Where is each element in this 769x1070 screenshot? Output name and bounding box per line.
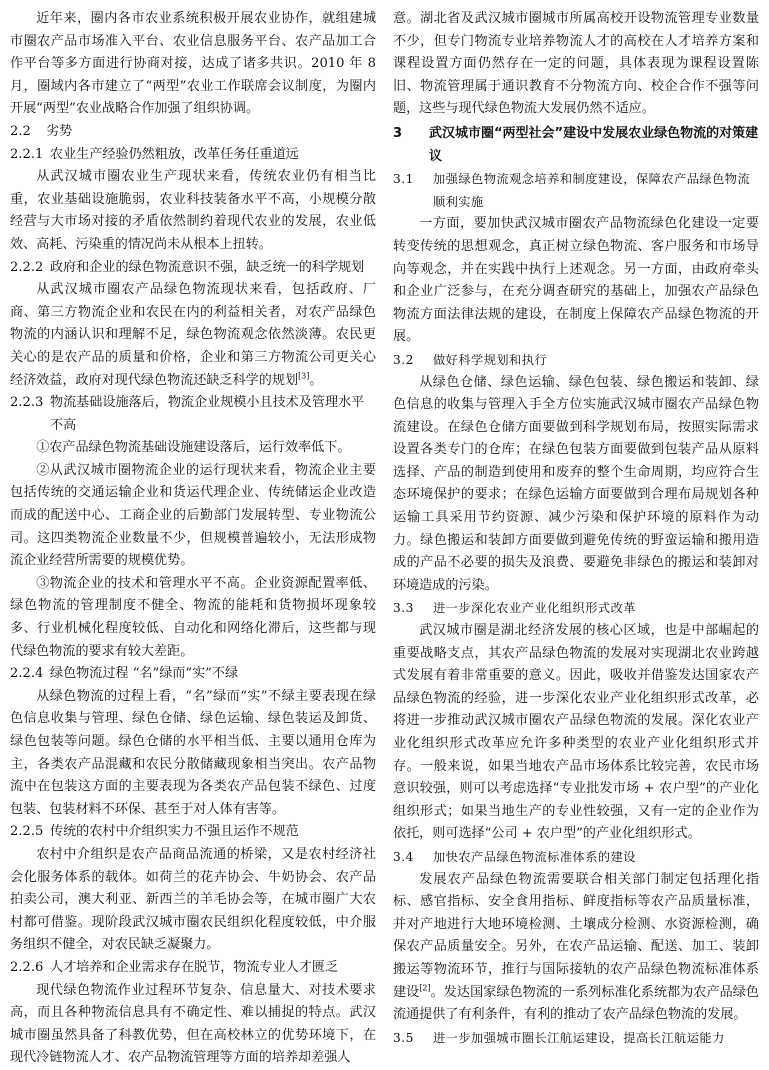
heading-2-2-2 <box>10 257 376 280</box>
heading-3-3 <box>393 597 759 620</box>
left-column <box>10 8 376 1070</box>
heading-number: 2.2.6 <box>10 959 44 975</box>
heading-number: 3.2 <box>393 352 414 367</box>
heading-text: 加快农产品绿色物流标准体系的建设 <box>433 849 636 864</box>
paragraph-continued: 意。湖北省及武汉城市圈城市所属高校开设物流管理专业数量不少，但专门物流专业培养物流人才的高校在人才培养方案和课程设置方面仍然存在一定的问题，具体表现为课程设置陈旧、物流管理属于通识教育不分物流方向、校企合作不强等问题，这些与现代绿色物流大发展仍然不适应。 <box>393 11 759 117</box>
heading-number: 2.2.3 <box>10 395 44 411</box>
heading-number: 2.2.5 <box>10 824 44 840</box>
heading-text: 绿色物流过程 “名”绿而“实”不绿 <box>50 666 239 682</box>
heading-text: 传统的农村中介组织实力不强且运作不规范 <box>50 824 299 840</box>
heading-text: 物流基础设施落后，物流企业规模小且技术及管理水平不高 <box>50 395 365 433</box>
heading-text: 劣势 <box>46 123 73 139</box>
paragraph-3-4 <box>393 869 759 1027</box>
paragraph-2-2-6: 现代绿色物流作业过程环节复杂、信息量大、对技术要求高，而且各种物流信息具有不确定性、难以捕捉的特点。武汉城市圈虽然具备了科教优势，但在高校林立的优势环境下，在现代冷链物流人才、农产品物流管理等方面的培养却差强人 <box>10 982 376 1066</box>
paragraph-text: 发展农产品绿色物流需要联合相关部门制定包括理化指标、感官指标、安全食用指标、鲜度指标等农产品质量标准，并对产地进行大地环境检测、土壤成分检测、水资源检测，确保农产品质量安全。另外，在农产品运输、配送、加工、装卸搬运等物流环节，推行与国际接轨的农产品绿色物流标准体系建设 <box>393 871 759 1000</box>
heading-text: 武汉城市圈“两型社会”建设中发展农业绿色物流的对策建议 <box>429 125 759 164</box>
paragraph-2-2-1: 从武汉城市圈农业生产现状来看，传统农业仍有相当比重，农业基础设施脆弱，农业科技装备水平不高，小规模分散经营与大市场对接的矛盾依然制约着现代农业的发展，农业低效、高耗、污染重的情况尚未从根本上扭转。 <box>10 169 376 252</box>
heading-number: 2.2.2 <box>10 259 44 275</box>
heading-text: 人才培养和企业需求存在脱节，物流专业人才匮乏 <box>50 959 339 975</box>
heading-2-2-5 <box>10 821 376 844</box>
paragraph-2-2-5: 农村中介组织是农产品商品流通的桥梁，又是农村经济社会化服务体系的载体。如荷兰的花卉协会、牛奶协会、农产品拍卖公司，澳大利亚、新西兰的羊毛协会等，在城市圈广大农村都可借鉴。现阶段武汉城市圈农民组织化程度较低，中介服务组织不健全，对农民缺乏凝聚力。 <box>10 846 376 953</box>
heading-number: 3.5 <box>393 1030 414 1045</box>
heading-text: 农业生产经验仍然粗放，改革任务任重道远 <box>50 146 299 162</box>
heading-number: 2.2.4 <box>10 666 44 682</box>
paragraph-2-2-4: 从绿色物流的过程上看，“名”绿而“实”不绿主要表现在绿色信息收集与管理、绿色仓储、绿色运输、绿色装运及卸货、绿色包装等问题。绿色仓储的水平相当低、主要以通用仓库为主，各类农产品混藏和农民分散储藏现象相当突出。农产品物流中在包装这方面的主要表现为各类农产品包装不绿色、过度包装、包装材料不环保、甚至于对人体有害等。 <box>10 688 376 817</box>
heading-text: 加强绿色物流观念培养和制度建设，保障农产品绿色物流顺利实施 <box>433 172 751 209</box>
heading-3-2 <box>393 349 759 372</box>
heading-text: 做好科学规划和执行 <box>433 352 548 367</box>
paragraph-2-2-3-a: ①农产品绿色物流基础设施建设落后，运行效率低下。 <box>36 440 351 456</box>
heading-number: 3.4 <box>393 849 414 864</box>
paragraph-2-2-2 <box>10 279 376 392</box>
heading-2-2-6 <box>10 957 376 980</box>
citation-ref: [3] <box>298 371 310 381</box>
paragraph-text: 从武汉城市圈农产品绿色物流现状来看，包括政府、厂商、第三方物流企业和农民在内的利益相关者，对农产品绿色物流的内涵认识和理解不足，绿色物流观念依然淡薄。农民更关心的是农产品的质量和价格，企业和第三方物流公司更关心经济效益，政府对现代绿色物流还缺乏科学的规划 <box>10 282 376 388</box>
heading-number: 2.2 <box>10 123 31 139</box>
paragraph-3-2: 从绿色仓储、绿色运输、绿色包装、绿色搬运和装卸、绿色信息的收集与管理入手全方位实施武汉城市圈农产品绿色物流建设。在绿色仓储方面要做到科学规划布局，按照实际需求设置各类专门的仓库；在绿色包装方面要做到包装产品从原料选择、产品的制造到使用和废弃的整个生命周期，均应符合生态环境保护的要求；在绿色运输方面要做到合理布局规划各种运输工具采用节约资源、减少污染和保护环境的原料作为动力。绿色搬运和装卸方面要做到避免传统的野蛮运输和搬用造成的产品不必要的损失及浪费、要避免非绿色的搬运和装卸对环境造成的污染。 <box>393 374 759 593</box>
paragraph-2-2-3-b: ②从武汉城市圈物流企业的运行现状来看，物流企业主要包括传统的交通运输企业和货运代理企业、传统储运企业改造而成的配送中心、工商企业的后勤部门发展转型、专业物流公司。这四类物流企业数量不少，但规模普遍较小，无法形成物流企业经营所需要的规模优势。 <box>10 462 376 569</box>
paragraph-3-1: 一方面，要加快武汉城市圈农产品物流绿色化建设一定要转变传统的思想观念，真正树立绿色物流、客户服务和市场导向等观念，并在实践中执行上述观念。另一方面，由政府牵头和企业广泛参与，在充分调查研究的基础上，加强农产品绿色物流方面法律法规的建设，在制度上保障农产品绿色物流的开展。 <box>393 216 759 345</box>
heading-text: 政府和企业的绿色物流意识不强，缺乏统一的科学规划 <box>50 259 365 275</box>
paragraph-end: 。 <box>309 372 323 388</box>
paragraph-2-2-3-c: ③物流企业的技术和管理水平不高。企业资源配置率低、绿色物流的管理制度不健全、物流的能耗和货物损坏现象较多、行业机械化程度较低、自动化和网络化滞后，这些都与现代绿色物流的要求有较大差距。 <box>10 575 376 659</box>
heading-2-2-3 <box>10 392 376 437</box>
heading-number: 3.3 <box>393 601 414 616</box>
paragraph-end: 。发达国家绿色物流的一系列标准化系统都为农产品绿色流通提供了有利条件，有利的推动了农产品绿色物流的发展。 <box>393 984 759 1023</box>
heading-text: 进一步加强城市圈长江航运建设，提高长江航运能力 <box>433 1030 725 1045</box>
heading-3-1 <box>393 168 759 213</box>
heading-number: 2.2.1 <box>10 146 44 162</box>
heading-2-2-4 <box>10 663 376 686</box>
heading-number: 3.1 <box>393 172 414 187</box>
heading-text: 进一步深化农业产业化组织形式改革 <box>433 601 636 616</box>
citation-ref: [2] <box>419 983 431 993</box>
heading-3-4 <box>393 846 759 869</box>
heading-number: 3 <box>393 125 403 141</box>
heading-3 <box>393 123 759 168</box>
paragraph-3-3: 武汉城市圈是湖北经济发展的核心区域，也是中部崛起的重要战略支点，其农产品绿色物流的发展对实现湖北农业跨越式发展有着非常重要的意义。因此，吸收并借鉴发达国家农产品绿色物流的经验，进一步深化农业产业化组织形式改革，必将进一步推动武汉城市圈农产品绿色物流的发展。深化农业产业化组织形式改革应允许多种类型的农业产业化组织形式并存。一般来说，如果当地农产品市场体系比较完善，农民市场意识较强，则可以考虑选择“专业批发市场 + 农户型”的产业化组织形式；如果当地生产的专业性较强，又有一定的企业作为依托，则可选择“公司 + 农户型”的产业化组织形式。 <box>393 623 759 842</box>
heading-3-5 <box>393 1027 759 1050</box>
paragraph-opening: 近年来，圈内各市农业系统积极开展农业协作，就组建城市圈农产品市场准入平台、农业信息服务平台、农产品加工合作平台等多方面进行协商对接，达成了诸多共识。2010 年 8 月，圈域内各市建立了“两型”农业工作联席会议制度，为圈内开展“两型”农业战略合作加强了组织协调。 <box>10 11 376 117</box>
heading-2-2 <box>10 121 376 144</box>
right-column <box>393 8 759 1070</box>
heading-2-2-1 <box>10 144 376 167</box>
